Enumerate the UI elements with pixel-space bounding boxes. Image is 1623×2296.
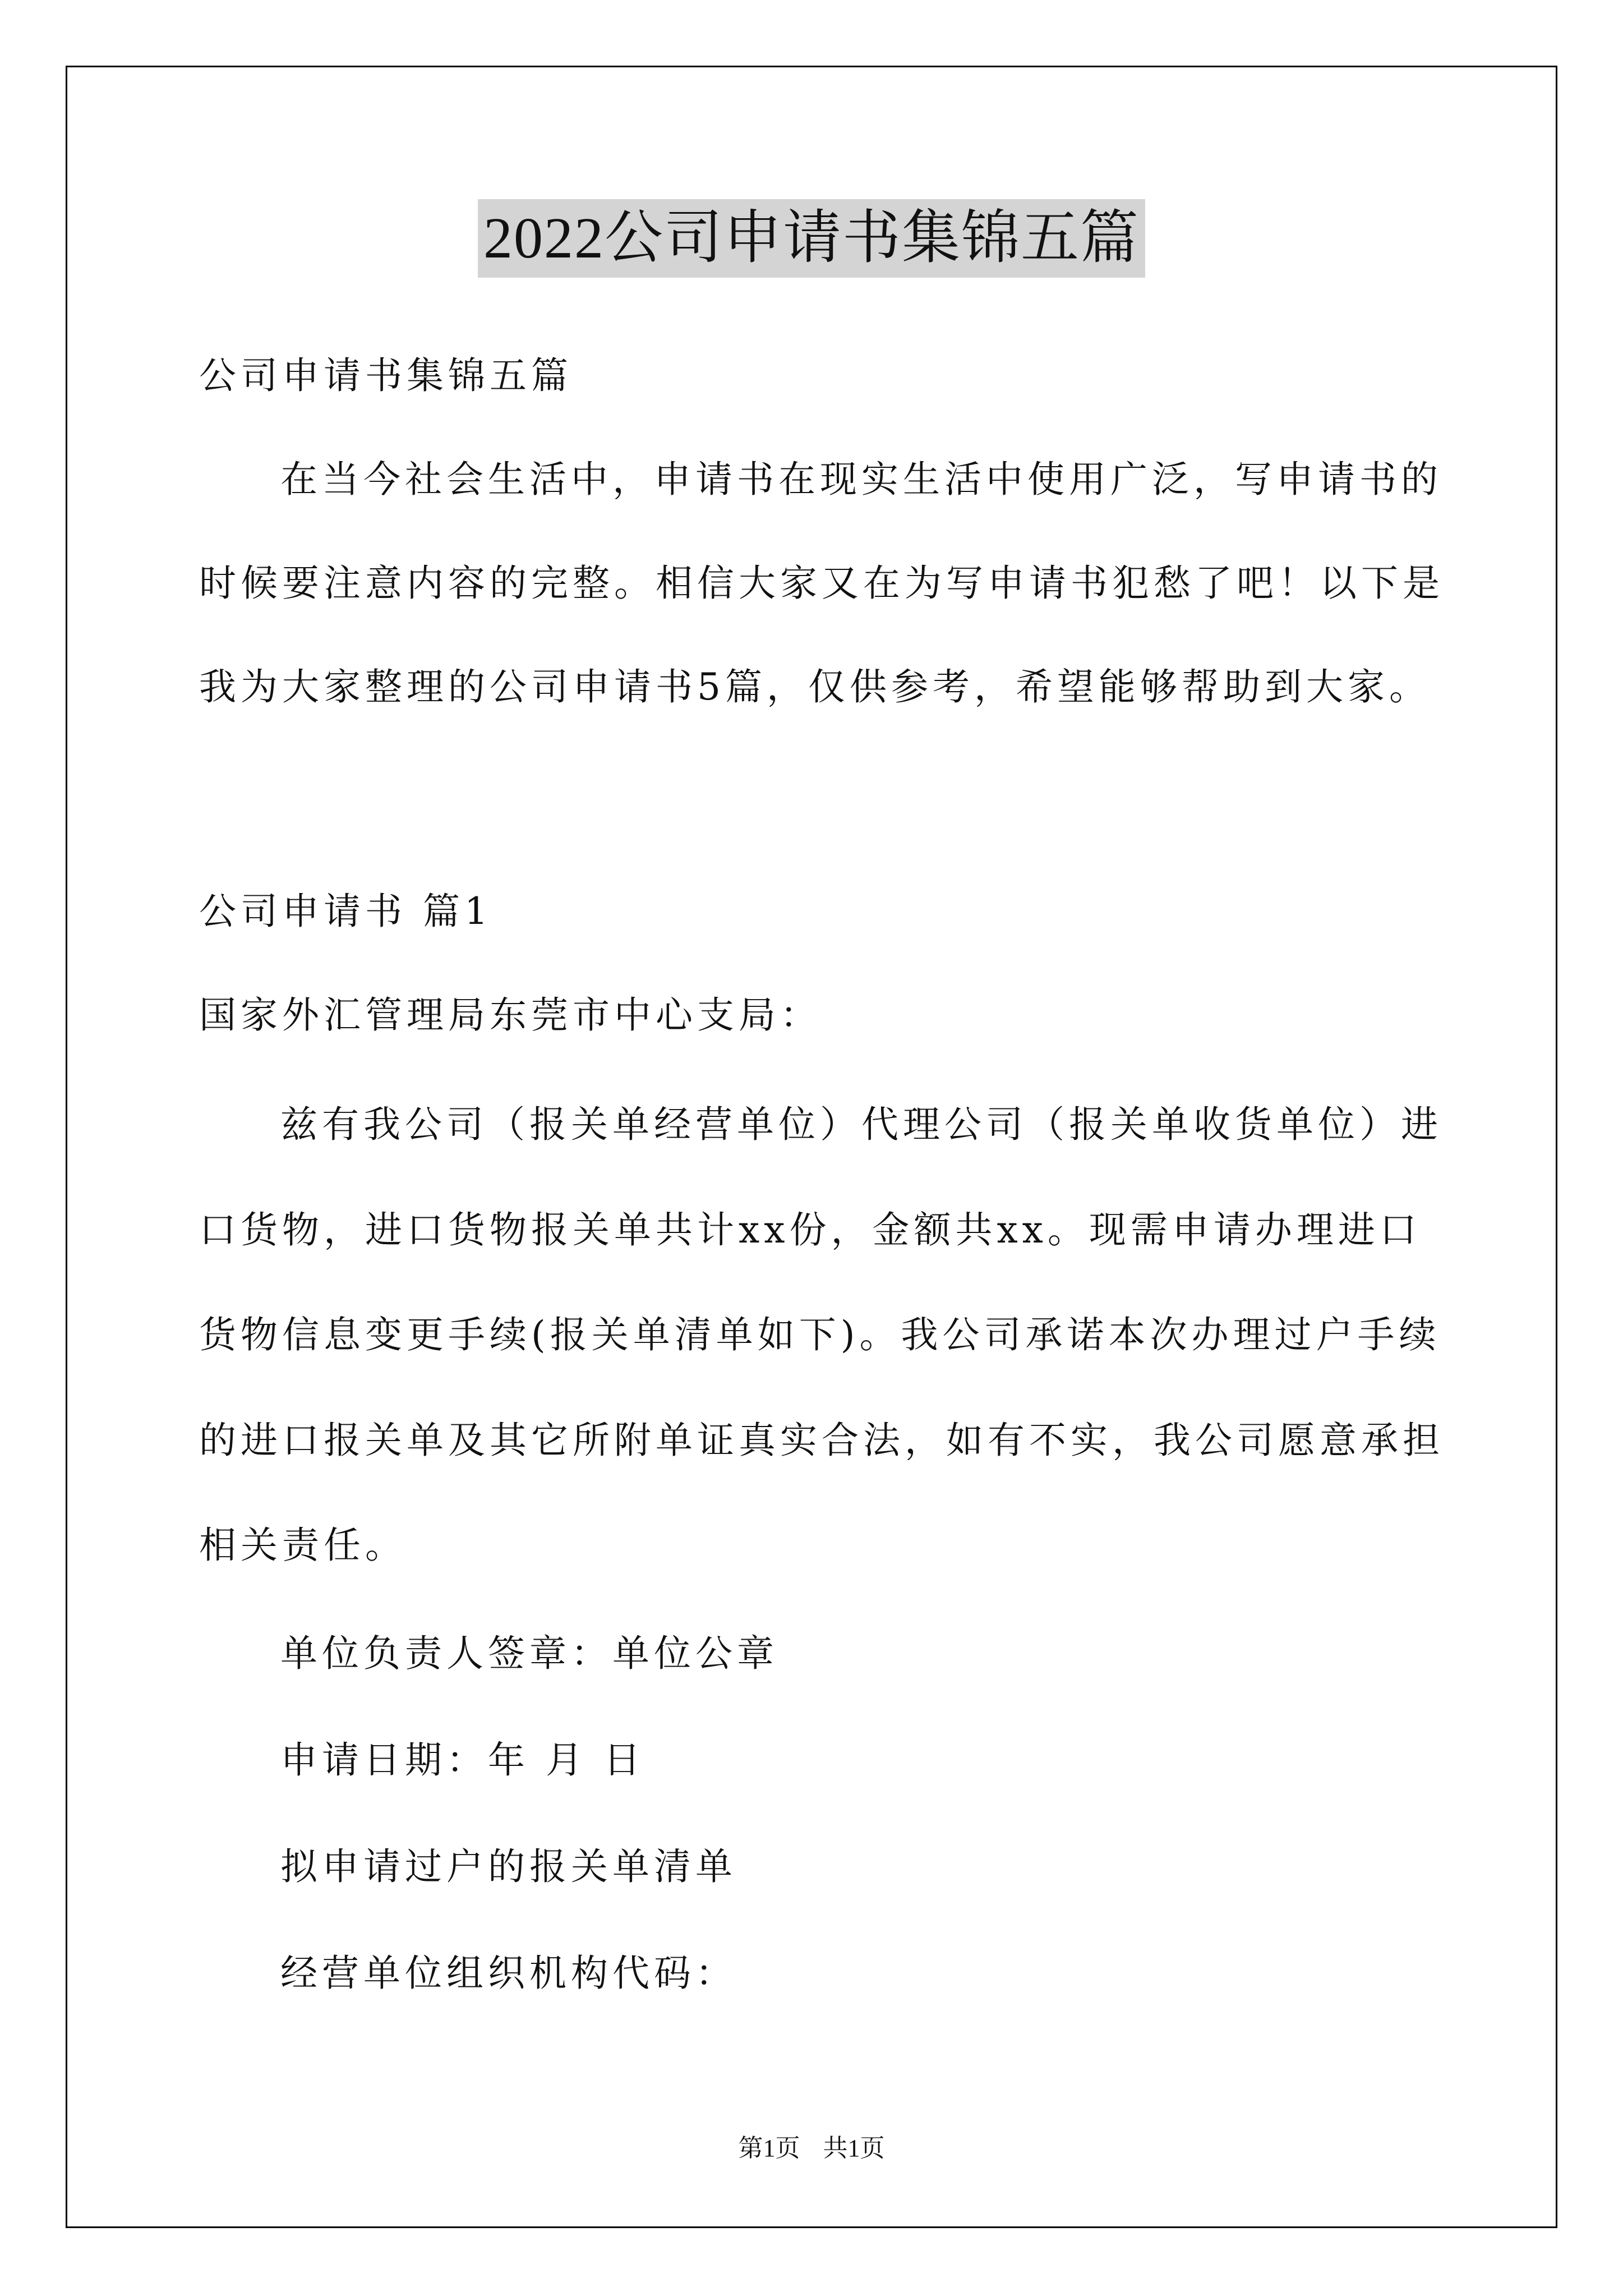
date-line: 申请日期：年 月 日 xyxy=(280,1738,645,1782)
section-heading: 公司申请书 篇1 xyxy=(199,890,492,933)
intro-line-3: 我为大家整理的公司申请书5篇，仅供参考，希望能够帮助到大家。 xyxy=(199,665,1431,708)
body-line-3: 货物信息变更手续(报关单清单如下)。我公司承诺本次办理过户手续 xyxy=(199,1313,1441,1356)
body-line-2: 口货物，进口货物报关单共计xx份，金额共xx。现需申请办理进口 xyxy=(199,1208,1421,1251)
body-line-1: 兹有我公司（报关单经营单位）代理公司（报关单收货单位）进 xyxy=(280,1103,1442,1146)
signature-line: 单位负责人签章：单位公章 xyxy=(280,1632,778,1675)
document-subtitle: 公司申请书集锦五篇 xyxy=(199,354,573,397)
list-title: 拟申请过户的报关单清单 xyxy=(280,1845,737,1888)
body-line-5: 相关责任。 xyxy=(199,1524,407,1567)
intro-line-1: 在当今社会生活中，申请书在现实生活中使用广泛，写申请书的 xyxy=(280,458,1442,501)
document-title: 2022公司申请书集锦五篇 xyxy=(478,199,1145,278)
page-footer: 第1页 共1页 xyxy=(738,2134,885,2162)
addressee: 国家外汇管理局东莞市中心支局： xyxy=(199,993,822,1037)
title-container xyxy=(0,199,1623,278)
body-line-4: 的进口报关单及其它所附单证真实合法，如有不实，我公司愿意承担 xyxy=(199,1419,1444,1462)
intro-line-2: 时候要注意内容的完整。相信大家又在为写申请书犯愁了吧！以下是 xyxy=(199,562,1444,605)
org-code-line: 经营单位组织机构代码： xyxy=(280,1952,737,1995)
